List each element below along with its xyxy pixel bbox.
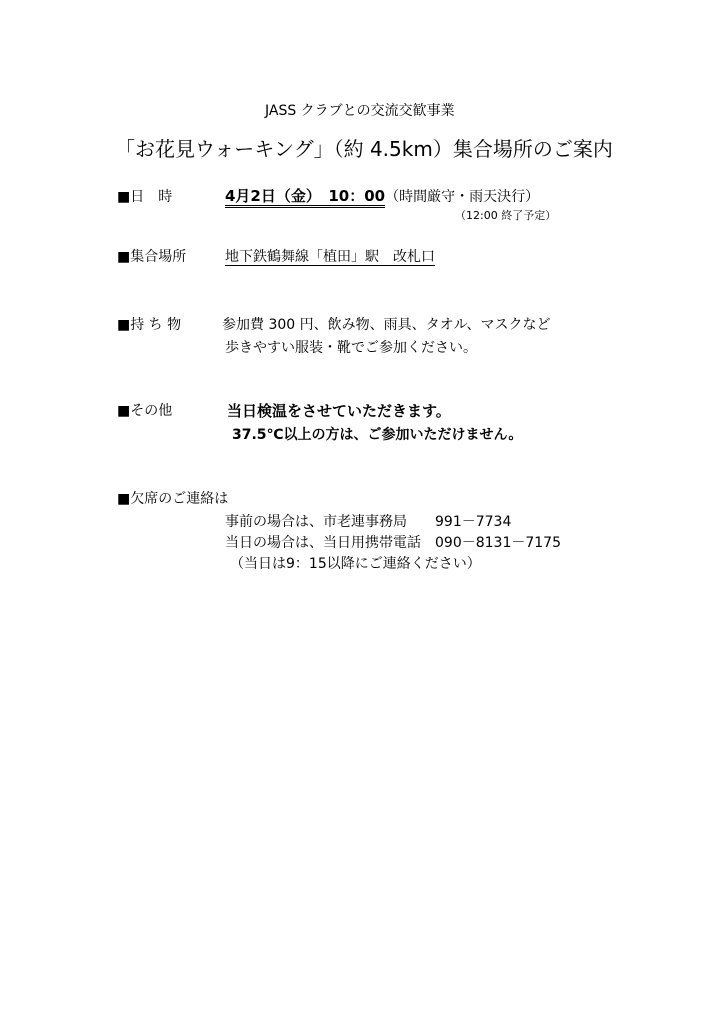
items-label: ■持 ち 物 xyxy=(117,317,182,333)
event-date: 4月2日（金） 10：00 xyxy=(225,187,385,208)
absence-line-2: 当日の場合は、当日用携帯電話 090－8131－7175 xyxy=(225,535,561,551)
other-label: ■その他 xyxy=(117,403,173,419)
end-time-note: （12:00 終了予定） xyxy=(455,209,557,222)
page-title: 「お花見ウォーキング」（約 4.5km）集合場所のご案内 xyxy=(115,137,613,161)
items-line-2: 歩きやすい服装・靴でご参加ください。 xyxy=(225,340,477,356)
other-line-1: 当日検温をさせていただきます。 xyxy=(227,402,451,420)
items-line-1: 参加費 300 円、飲み物、雨具、タオル、マスクなど xyxy=(222,317,551,333)
datetime-label: ■日 時 xyxy=(117,189,173,205)
absence-line-1: 事前の場合は、市老連事務局 991－7734 xyxy=(225,514,512,530)
absence-label: ■欠席のご連絡は xyxy=(117,491,229,507)
place-row xyxy=(225,249,435,266)
absence-line-3: （当日は9：15以降にご連絡ください） xyxy=(230,556,481,572)
datetime-note: （時間厳守・雨天決行） xyxy=(385,189,540,205)
place-label: ■集合場所 xyxy=(117,249,187,265)
datetime-row xyxy=(225,187,539,206)
other-line-2: 37.5℃以上の方は、ご参加いただけません。 xyxy=(232,427,523,443)
meeting-place: 地下鉄鶴舞線「植田」駅 改札口 xyxy=(225,249,435,265)
event-subtitle: JASS クラブとの交流交歓事業 xyxy=(265,103,455,119)
